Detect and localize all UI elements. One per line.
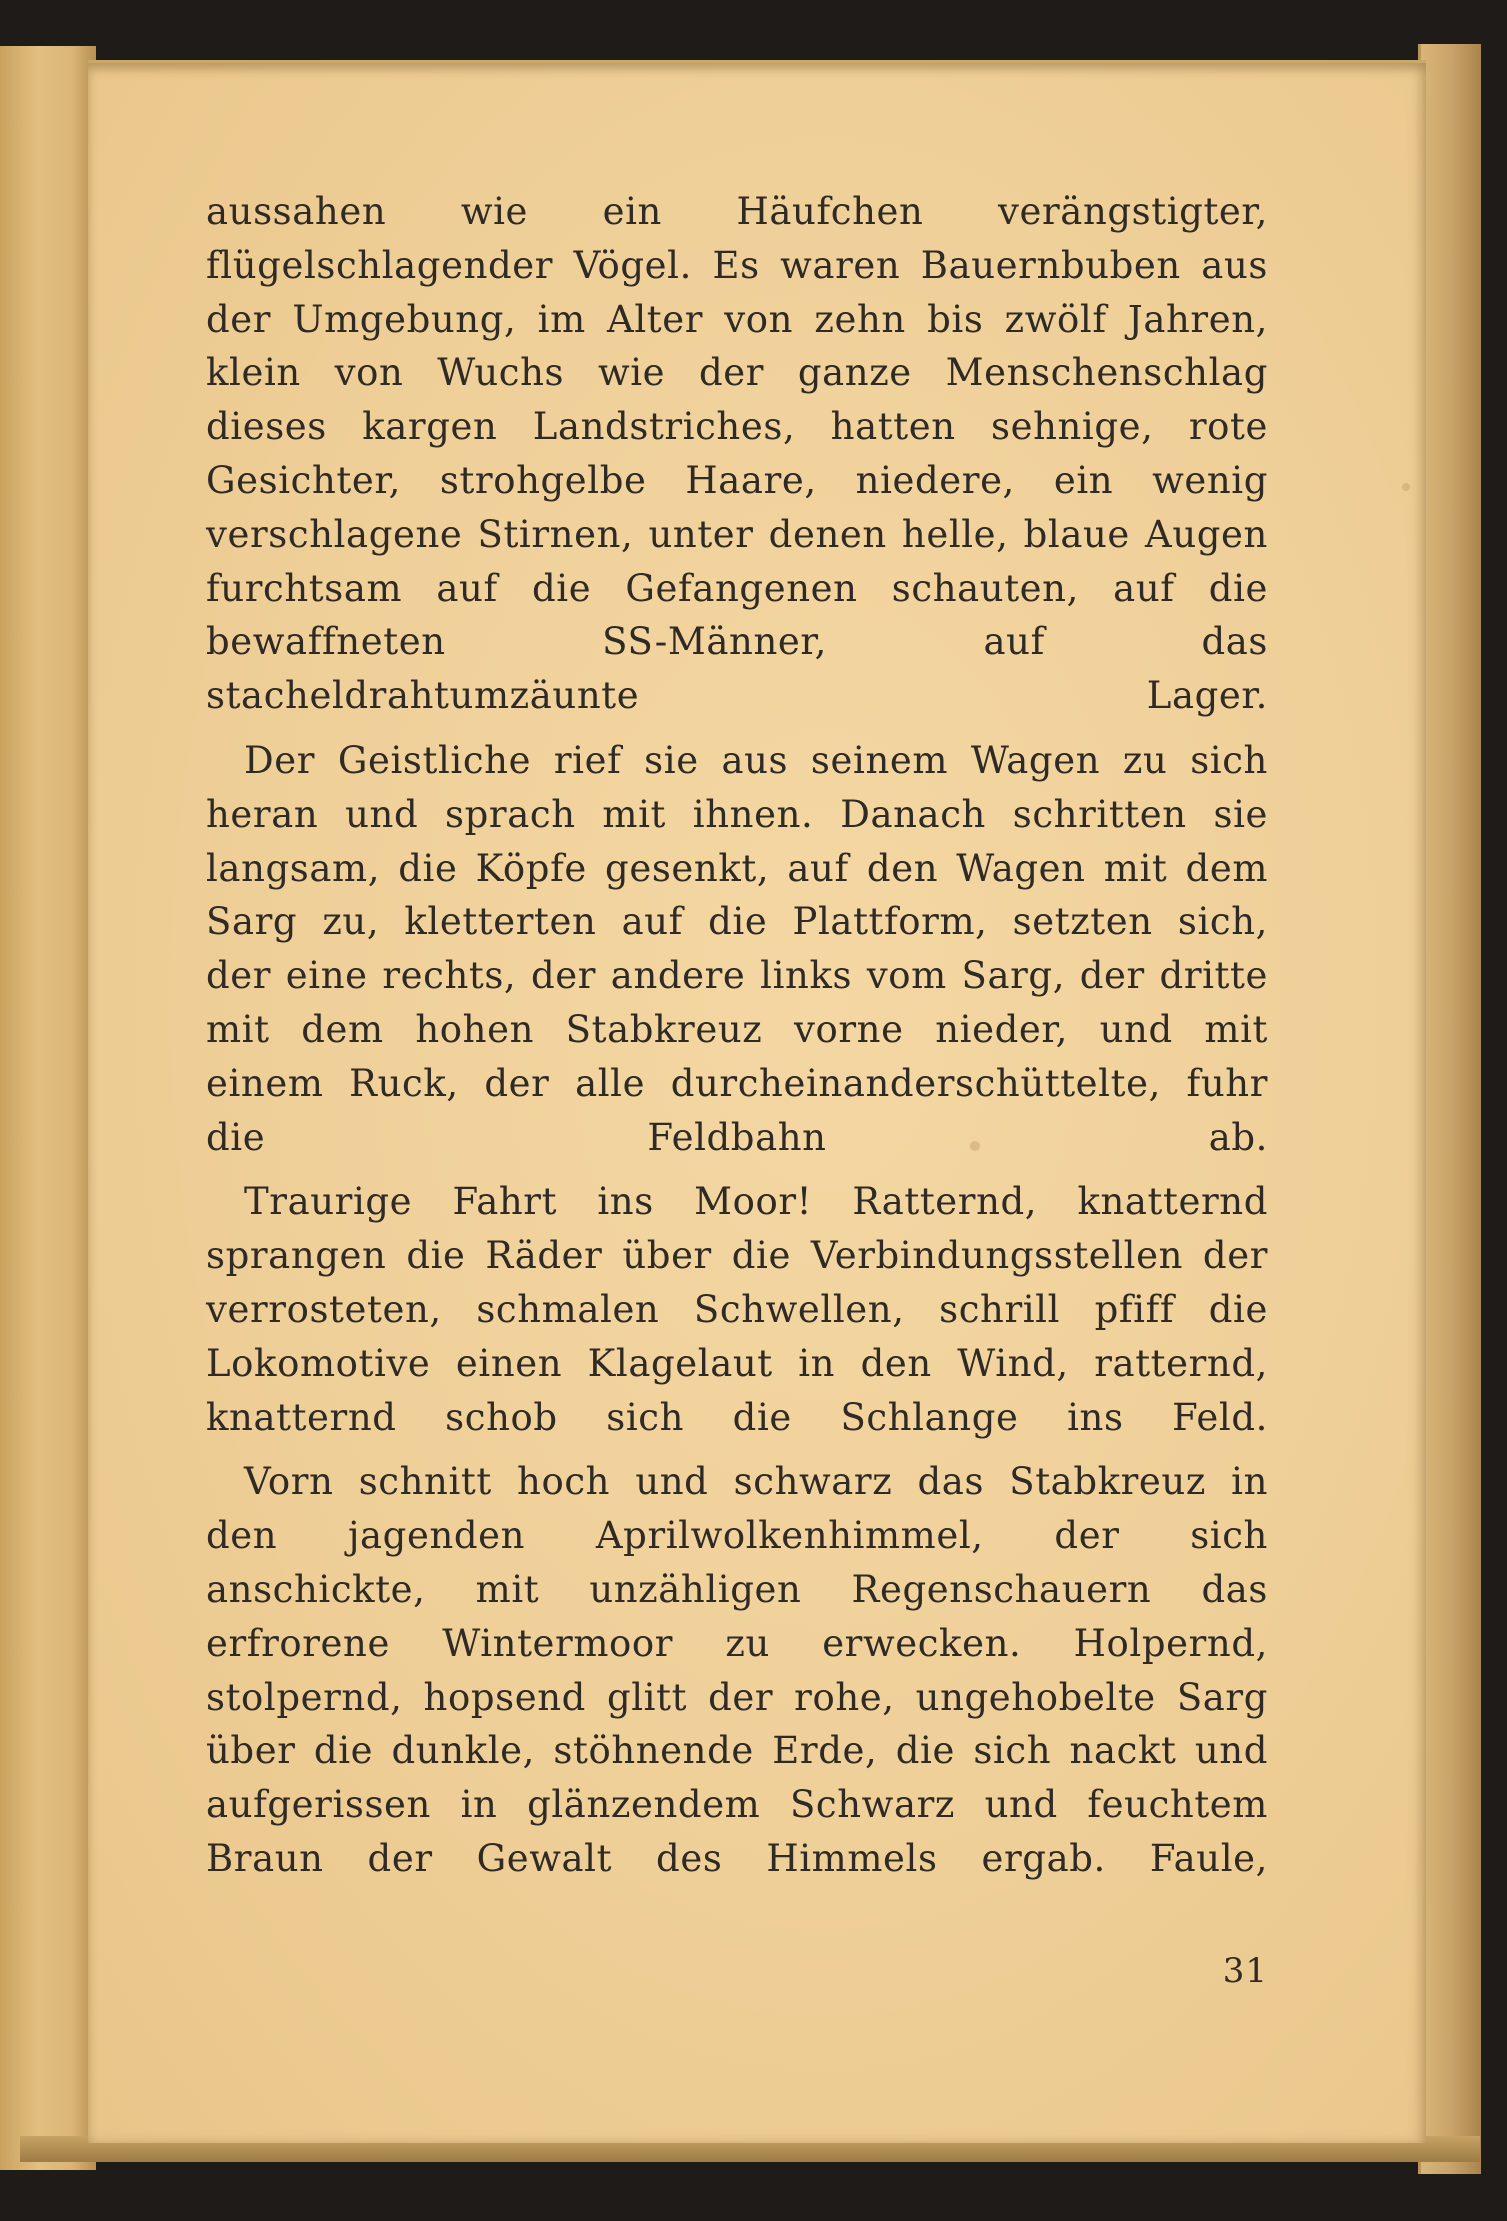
paragraph-2: Der Geistliche rief sie aus seinem Wagen zu sich heran und sprach mit ihnen. Danach schritten sie langsam, die Köpfe gesenkt, auf den Wagen mit dem Sarg zu, kletterten auf die Plattform, setzten sich, der eine rechts, der andere links vom Sarg, der dritte mit dem hohen Stabkreuz vorne nieder, und mit einem Ruck, der alle durcheinanderschüttelte, fuhr die Feldbahn ab.	[206, 738, 1268, 1159]
book-cover-left-edge	[0, 46, 96, 2170]
book-page	[88, 60, 1426, 2143]
book-cover-right-edge	[1418, 44, 1481, 2174]
paragraph-3: Traurige Fahrt ins Moor! Ratternd, knatternd sprangen die Räder über die Verbindungsstellen der verrosteten, schmalen Schwellen, schrill pfiff die Lokomotive einen Klagelaut in den Wind, ratternd, knatternd schob sich die Schlange ins Feld.	[206, 1180, 1268, 1439]
paper-stain	[1402, 483, 1410, 491]
paragraph-1: aussahen wie ein Häufchen verängstigter, flügelschlagender Vögel. Es waren Bauernbuben aus der Umgebung, im Alter von zehn bis zwölf Jahren, klein von Wuchs wie der ganze Menschenschlag dieses kargen Landstriches, hatten sehnige, rote Gesichter, strohgelbe Haare, niedere, ein wenig verschlagene Stirnen, unter denen helle, blaue Augen furchtsam auf die Gefangenen schauten, auf die bewaffneten SS-Männer, auf das stacheldrahtumzäunte Lager.	[206, 190, 1268, 718]
page-number: 31	[1222, 1951, 1268, 1991]
body-text	[206, 185, 1268, 1897]
paragraph-4: Vorn schnitt hoch und schwarz das Stabkreuz in den jagenden Aprilwolkenhimmel, der sich anschickte, mit unzähligen Regenschauern das erfrorene Wintermoor zu erwecken. Holpernd, stolpernd, hopsend glitt der rohe, ungehobelte Sarg über die dunkle, stöhnende Erde, die sich nackt und aufgerissen in glänzendem Schwarz und feuchtem Braun der Gewalt des Himmels ergab. Faule,	[206, 1460, 1268, 1880]
